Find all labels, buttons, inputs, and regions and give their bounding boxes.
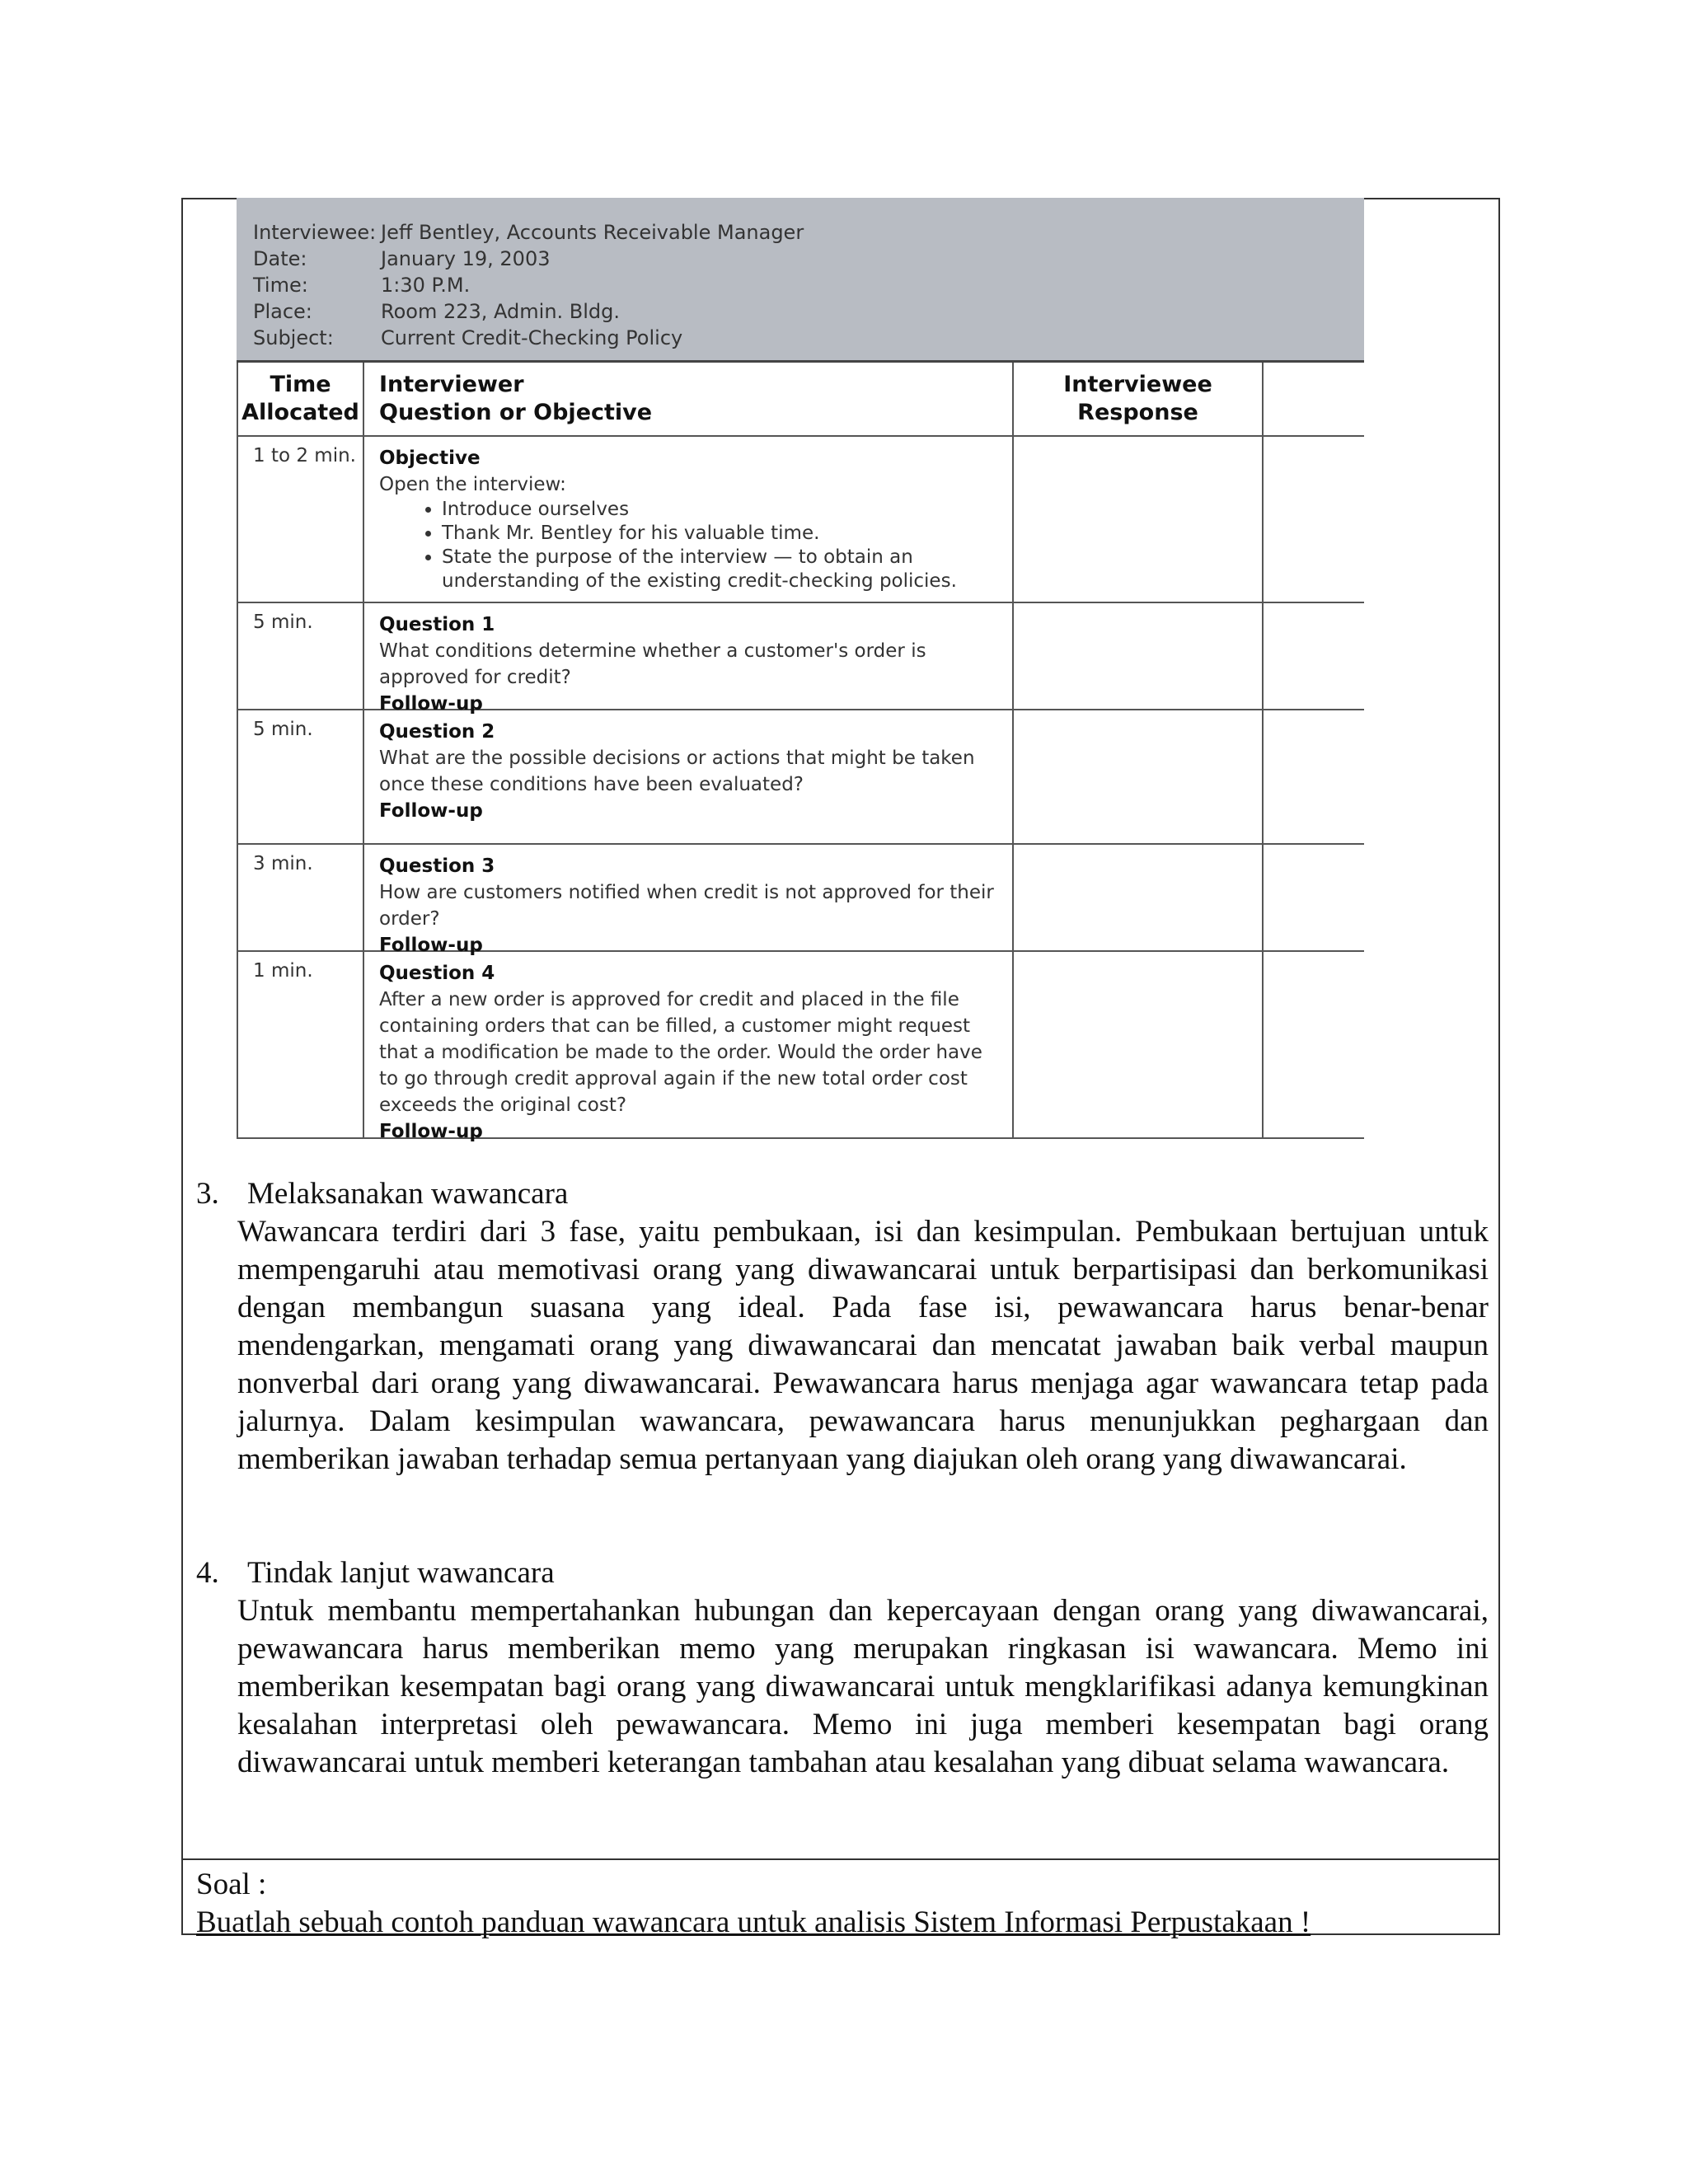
header-row-subject — [253, 325, 1364, 351]
follow-up-label: Follow-up — [379, 800, 483, 822]
header-key: Place: — [253, 300, 312, 323]
column-headers — [237, 363, 1364, 437]
list-item: • Introduce ourselves — [442, 498, 1001, 522]
header-value: Room 223, Admin. Bldg. — [381, 300, 621, 323]
header-key: Time: — [253, 274, 308, 297]
response-cell — [1012, 952, 1264, 1137]
interview-guide-figure — [237, 198, 1364, 1142]
header-value: 1:30 P.M. — [381, 274, 471, 297]
row-label: Question 2 — [379, 721, 495, 743]
time-cell: 3 min. — [237, 845, 363, 950]
header-key: Date: — [253, 247, 307, 270]
col-head-text: Allocated — [241, 400, 359, 425]
response-cell — [1012, 845, 1264, 950]
table-row — [237, 952, 1364, 1142]
col-head-response — [1012, 363, 1264, 435]
question-text: Buatlah sebuah contoh panduan wawancara untuk analisis Sistem Informasi Perpustakaan ! — [196, 1905, 1311, 1939]
time-cell: 5 min. — [237, 603, 363, 709]
question-label: Soal : — [196, 1868, 267, 1901]
header-value: January 19, 2003 — [381, 247, 551, 270]
col-head-time — [237, 363, 363, 435]
follow-up-label: Follow-up — [379, 1121, 483, 1142]
time-cell: 1 to 2 min. — [237, 437, 363, 602]
question-block — [196, 1866, 1311, 1942]
col-head-text: Interviewee — [1063, 372, 1212, 397]
row-text: Open the interview: — [379, 474, 566, 495]
list-item: • Thank Mr. Bentley for his valuable time. — [442, 522, 1001, 546]
col-head-text: Time — [270, 372, 331, 397]
row-label: Question 4 — [379, 963, 495, 984]
table-row — [237, 603, 1364, 715]
question-cell — [363, 437, 1012, 602]
row-text: What are the possible decisions or actions that might be taken once these conditions have been evaluated? — [379, 748, 975, 795]
row-text: What conditions determine whether a customer's order is approved for credit? — [379, 640, 926, 688]
table-row — [237, 437, 1364, 603]
row-text: After a new order is approved for credit and placed in the file containing orders that can be filled, a customer might request that a modification be made to the order. Would the order have to go through credit approval again if the new total order cost exceeds the original cost? — [379, 989, 982, 1116]
table-row — [237, 845, 1364, 956]
row-label: Question 1 — [379, 614, 495, 635]
header-row-interviewee — [253, 219, 1364, 246]
header-row-place — [253, 298, 1364, 325]
question-cell — [363, 603, 1012, 715]
header-row-time — [253, 272, 1364, 298]
section-number: 4. — [196, 1556, 219, 1590]
section-3 — [196, 1175, 1489, 1479]
question-cell — [363, 952, 1012, 1142]
follow-up-label: Follow-up — [379, 935, 483, 956]
question-cell — [363, 845, 1012, 956]
row-label: Question 3 — [379, 855, 495, 877]
question-cell — [363, 710, 1012, 843]
response-cell — [1012, 603, 1264, 709]
section-title: Melaksanakan wawancara — [247, 1177, 569, 1211]
header-key: Subject: — [253, 326, 334, 349]
col-head-text: Interviewer — [379, 372, 524, 397]
section-body: Wawancara terdiri dari 3 fase, yaitu pembukaan, isi dan kesimpulan. Pembukaan bertujuan untuk mempengaruhi atau memotivasi orang yang diwawancarai untuk berpartisipasi dan berkomunikasi dengan membangun suasana yang ideal. Pada fase isi, pewawancara harus benar-benar mendengarkan, mengamati orang yang diwawancarai dan mencatat jawaban baik verbal maupun nonverbal dari orang yang diwawancarai. Pewawancara harus menjaga agar wawancara tetap pada jalurnya. Dalam kesimpulan wawancara, pewawancara harus menunjukkan peghargaan dan memberikan jawaban terhadap semua pertanyaan yang diajukan oleh orang yang diwawancarai. — [237, 1215, 1489, 1476]
objective-bullets — [379, 498, 1001, 593]
col-head-text: Response — [1077, 400, 1198, 425]
response-cell — [1012, 437, 1264, 602]
frame-divider — [181, 1858, 1500, 1860]
time-cell: 1 min. — [237, 952, 363, 1137]
row-text: How are customers notified when credit is not approved for their order? — [379, 882, 994, 930]
header-key: Interviewee: — [253, 221, 377, 244]
section-heading — [196, 1175, 1489, 1213]
response-cell — [1012, 710, 1264, 843]
row-label: Objective — [379, 448, 481, 469]
header-value: Current Credit-Checking Policy — [381, 326, 683, 349]
list-item: • State the purpose of the interview — to obtain an understanding of the existing credit-checking policies. — [442, 546, 1001, 593]
section-heading — [196, 1554, 1489, 1592]
section-4 — [196, 1554, 1489, 1782]
section-body: Untuk membantu mempertahankan hubungan dan kepercayaan dengan orang yang diwawancarai, pewawancara harus memberikan memo yang merupakan ringkasan isi wawancara. Memo ini memberikan kesempatan bagi orang yang diwawancarai untuk mengklarifikasi adanya kemungkinan kesalahan interpretasi oleh pewawancara. Memo ini juga memberi kesempatan bagi orang diwawancarai untuk memberi keterangan tambahan atau kesalahan yang dibuat selama wawancara. — [237, 1594, 1489, 1779]
section-title: Tindak lanjut wawancara — [247, 1556, 555, 1590]
guide-table — [237, 363, 1364, 1142]
table-row — [237, 710, 1364, 845]
section-number: 3. — [196, 1177, 219, 1211]
guide-header — [237, 198, 1364, 363]
col-head-text: Question or Objective — [379, 400, 653, 425]
follow-up-label: Follow-up — [379, 693, 483, 715]
col-head-question — [363, 363, 1012, 435]
header-value: Jeff Bentley, Accounts Receivable Manager — [381, 221, 804, 244]
header-row-date — [253, 246, 1364, 272]
time-cell: 5 min. — [237, 710, 363, 843]
